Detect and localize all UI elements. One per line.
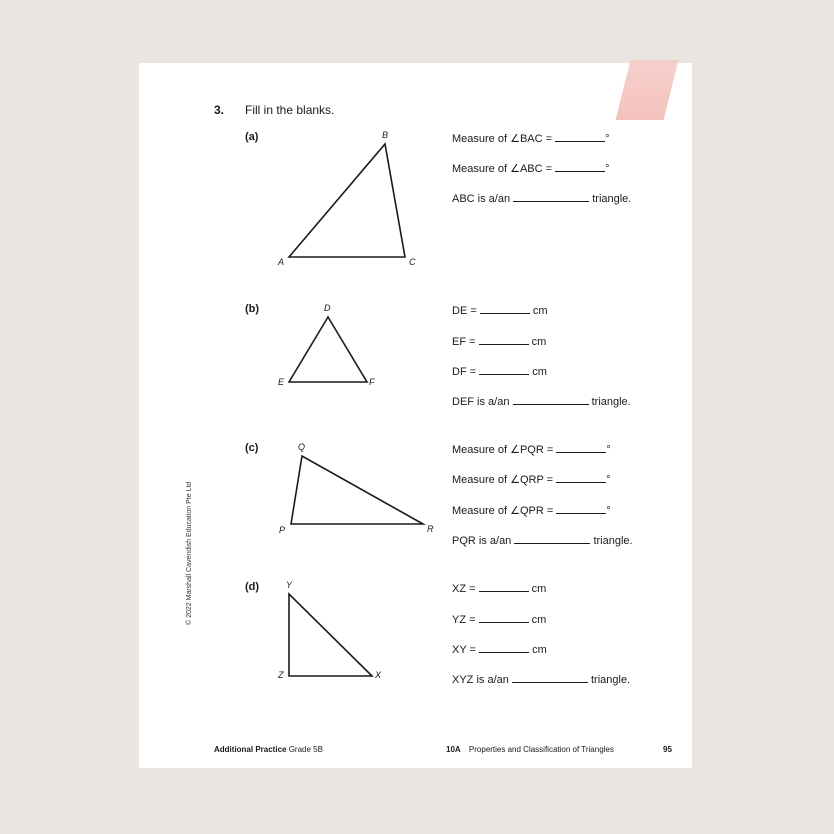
vertex-label-f: F xyxy=(369,377,375,387)
fill-line-prefix: YZ = xyxy=(452,614,476,626)
footer-section-code: 10A xyxy=(446,745,461,754)
answer-blank[interactable] xyxy=(556,442,606,453)
fill-line xyxy=(452,442,611,456)
triangle-abc xyxy=(289,144,405,257)
answer-blank[interactable] xyxy=(479,612,529,623)
fill-line-suffix: cm xyxy=(531,583,547,595)
answer-blank[interactable] xyxy=(514,533,590,544)
answer-blank[interactable] xyxy=(479,642,529,653)
fill-line-suffix: triangle. xyxy=(591,396,631,408)
fill-line xyxy=(452,161,610,175)
fill-line-suffix: cm xyxy=(532,305,548,317)
triangle-xyz xyxy=(289,594,372,676)
fill-line-prefix: ABC is a/an xyxy=(452,193,511,205)
part-label-a: (a) xyxy=(245,131,259,143)
fill-line xyxy=(452,612,546,626)
vertex-label-q: Q xyxy=(298,442,306,452)
triangle-pqr xyxy=(291,456,423,524)
fill-line-prefix: Measure of ∠BAC = xyxy=(452,133,553,145)
fill-line-prefix: Measure of ∠ABC = xyxy=(452,163,553,175)
answer-blank[interactable] xyxy=(556,472,606,483)
fill-line xyxy=(452,131,610,145)
answer-blank[interactable] xyxy=(555,131,605,142)
answer-blank[interactable] xyxy=(556,503,606,514)
fill-line-suffix: ° xyxy=(605,133,610,145)
page-number: 95 xyxy=(663,745,672,754)
vertex-label-r: R xyxy=(427,524,434,534)
triangle-def xyxy=(289,317,367,382)
footer-grade: Grade 5B xyxy=(288,745,323,754)
fill-line xyxy=(452,503,611,517)
footer-section-title: Properties and Classification of Triangles xyxy=(468,745,614,754)
fill-line-suffix: ° xyxy=(605,163,610,175)
footer-series: Additional Practice xyxy=(214,745,287,754)
fill-line xyxy=(452,581,546,595)
fill-line xyxy=(452,303,548,317)
fill-line xyxy=(452,642,547,656)
part-label-d: (d) xyxy=(245,581,260,593)
fill-line-prefix: DF = xyxy=(452,366,477,378)
vertex-label-y: Y xyxy=(286,580,293,590)
fill-line-prefix: XZ = xyxy=(452,583,476,595)
vertex-label-x: X xyxy=(375,670,382,680)
question-number: 3. xyxy=(214,103,225,117)
fill-line xyxy=(452,334,546,348)
vertex-label-p: P xyxy=(279,525,286,535)
fill-line-suffix: cm xyxy=(531,614,547,626)
part-label-b: (b) xyxy=(245,303,260,315)
fill-line-prefix: Measure of ∠QPR = xyxy=(452,505,554,517)
fill-line-suffix: triangle. xyxy=(593,535,633,547)
vertex-label-z: Z xyxy=(278,670,284,680)
vertex-label-c: C xyxy=(409,257,416,267)
footer-section xyxy=(446,745,614,754)
fill-line-suffix: ° xyxy=(606,444,611,456)
vertex-label-e: E xyxy=(278,377,285,387)
fill-line xyxy=(452,533,633,547)
fill-line xyxy=(452,191,631,205)
vertex-label-b: B xyxy=(382,130,389,140)
question-title: Fill in the blanks. xyxy=(245,103,335,117)
fill-line-prefix: DEF is a/an xyxy=(452,396,510,408)
fill-line-suffix: triangle. xyxy=(590,674,631,686)
answer-blank[interactable] xyxy=(512,672,588,683)
fill-line-prefix: PQR is a/an xyxy=(452,535,512,547)
answer-blank[interactable] xyxy=(479,581,529,592)
fill-line-prefix: Measure of ∠PQR = xyxy=(452,444,554,456)
answer-blank[interactable] xyxy=(513,394,589,405)
fill-line xyxy=(452,672,630,686)
fill-line-prefix: DE = xyxy=(452,305,477,317)
fill-line xyxy=(452,394,631,408)
fill-line xyxy=(452,364,547,378)
fill-line-suffix: cm xyxy=(532,366,547,378)
vertex-label-a: A xyxy=(278,257,285,267)
fill-line-suffix: ° xyxy=(606,505,611,517)
answer-blank[interactable] xyxy=(480,303,530,314)
answer-blank[interactable] xyxy=(479,364,529,375)
fill-line-suffix: ° xyxy=(606,474,611,486)
answer-blank[interactable] xyxy=(513,191,589,202)
part-label-c: (c) xyxy=(245,442,259,454)
answer-blank[interactable] xyxy=(555,161,605,172)
footer-book-title xyxy=(214,745,323,754)
fill-line xyxy=(452,472,611,486)
fill-line-prefix: Measure of ∠QRP = xyxy=(452,474,554,486)
vertex-label-d: D xyxy=(324,303,331,313)
fill-line-suffix: triangle. xyxy=(592,193,632,205)
fill-line-prefix: EF = xyxy=(452,336,476,348)
fill-line-suffix: cm xyxy=(531,336,547,348)
fill-line-prefix: XY = xyxy=(452,644,476,656)
fill-line-suffix: cm xyxy=(532,644,547,656)
fill-line-prefix: XYZ is a/an xyxy=(452,674,509,686)
answer-blank[interactable] xyxy=(479,334,529,345)
copyright-notice: © 2022 Marshall Cavendish Education Pte Ltd xyxy=(186,481,193,625)
